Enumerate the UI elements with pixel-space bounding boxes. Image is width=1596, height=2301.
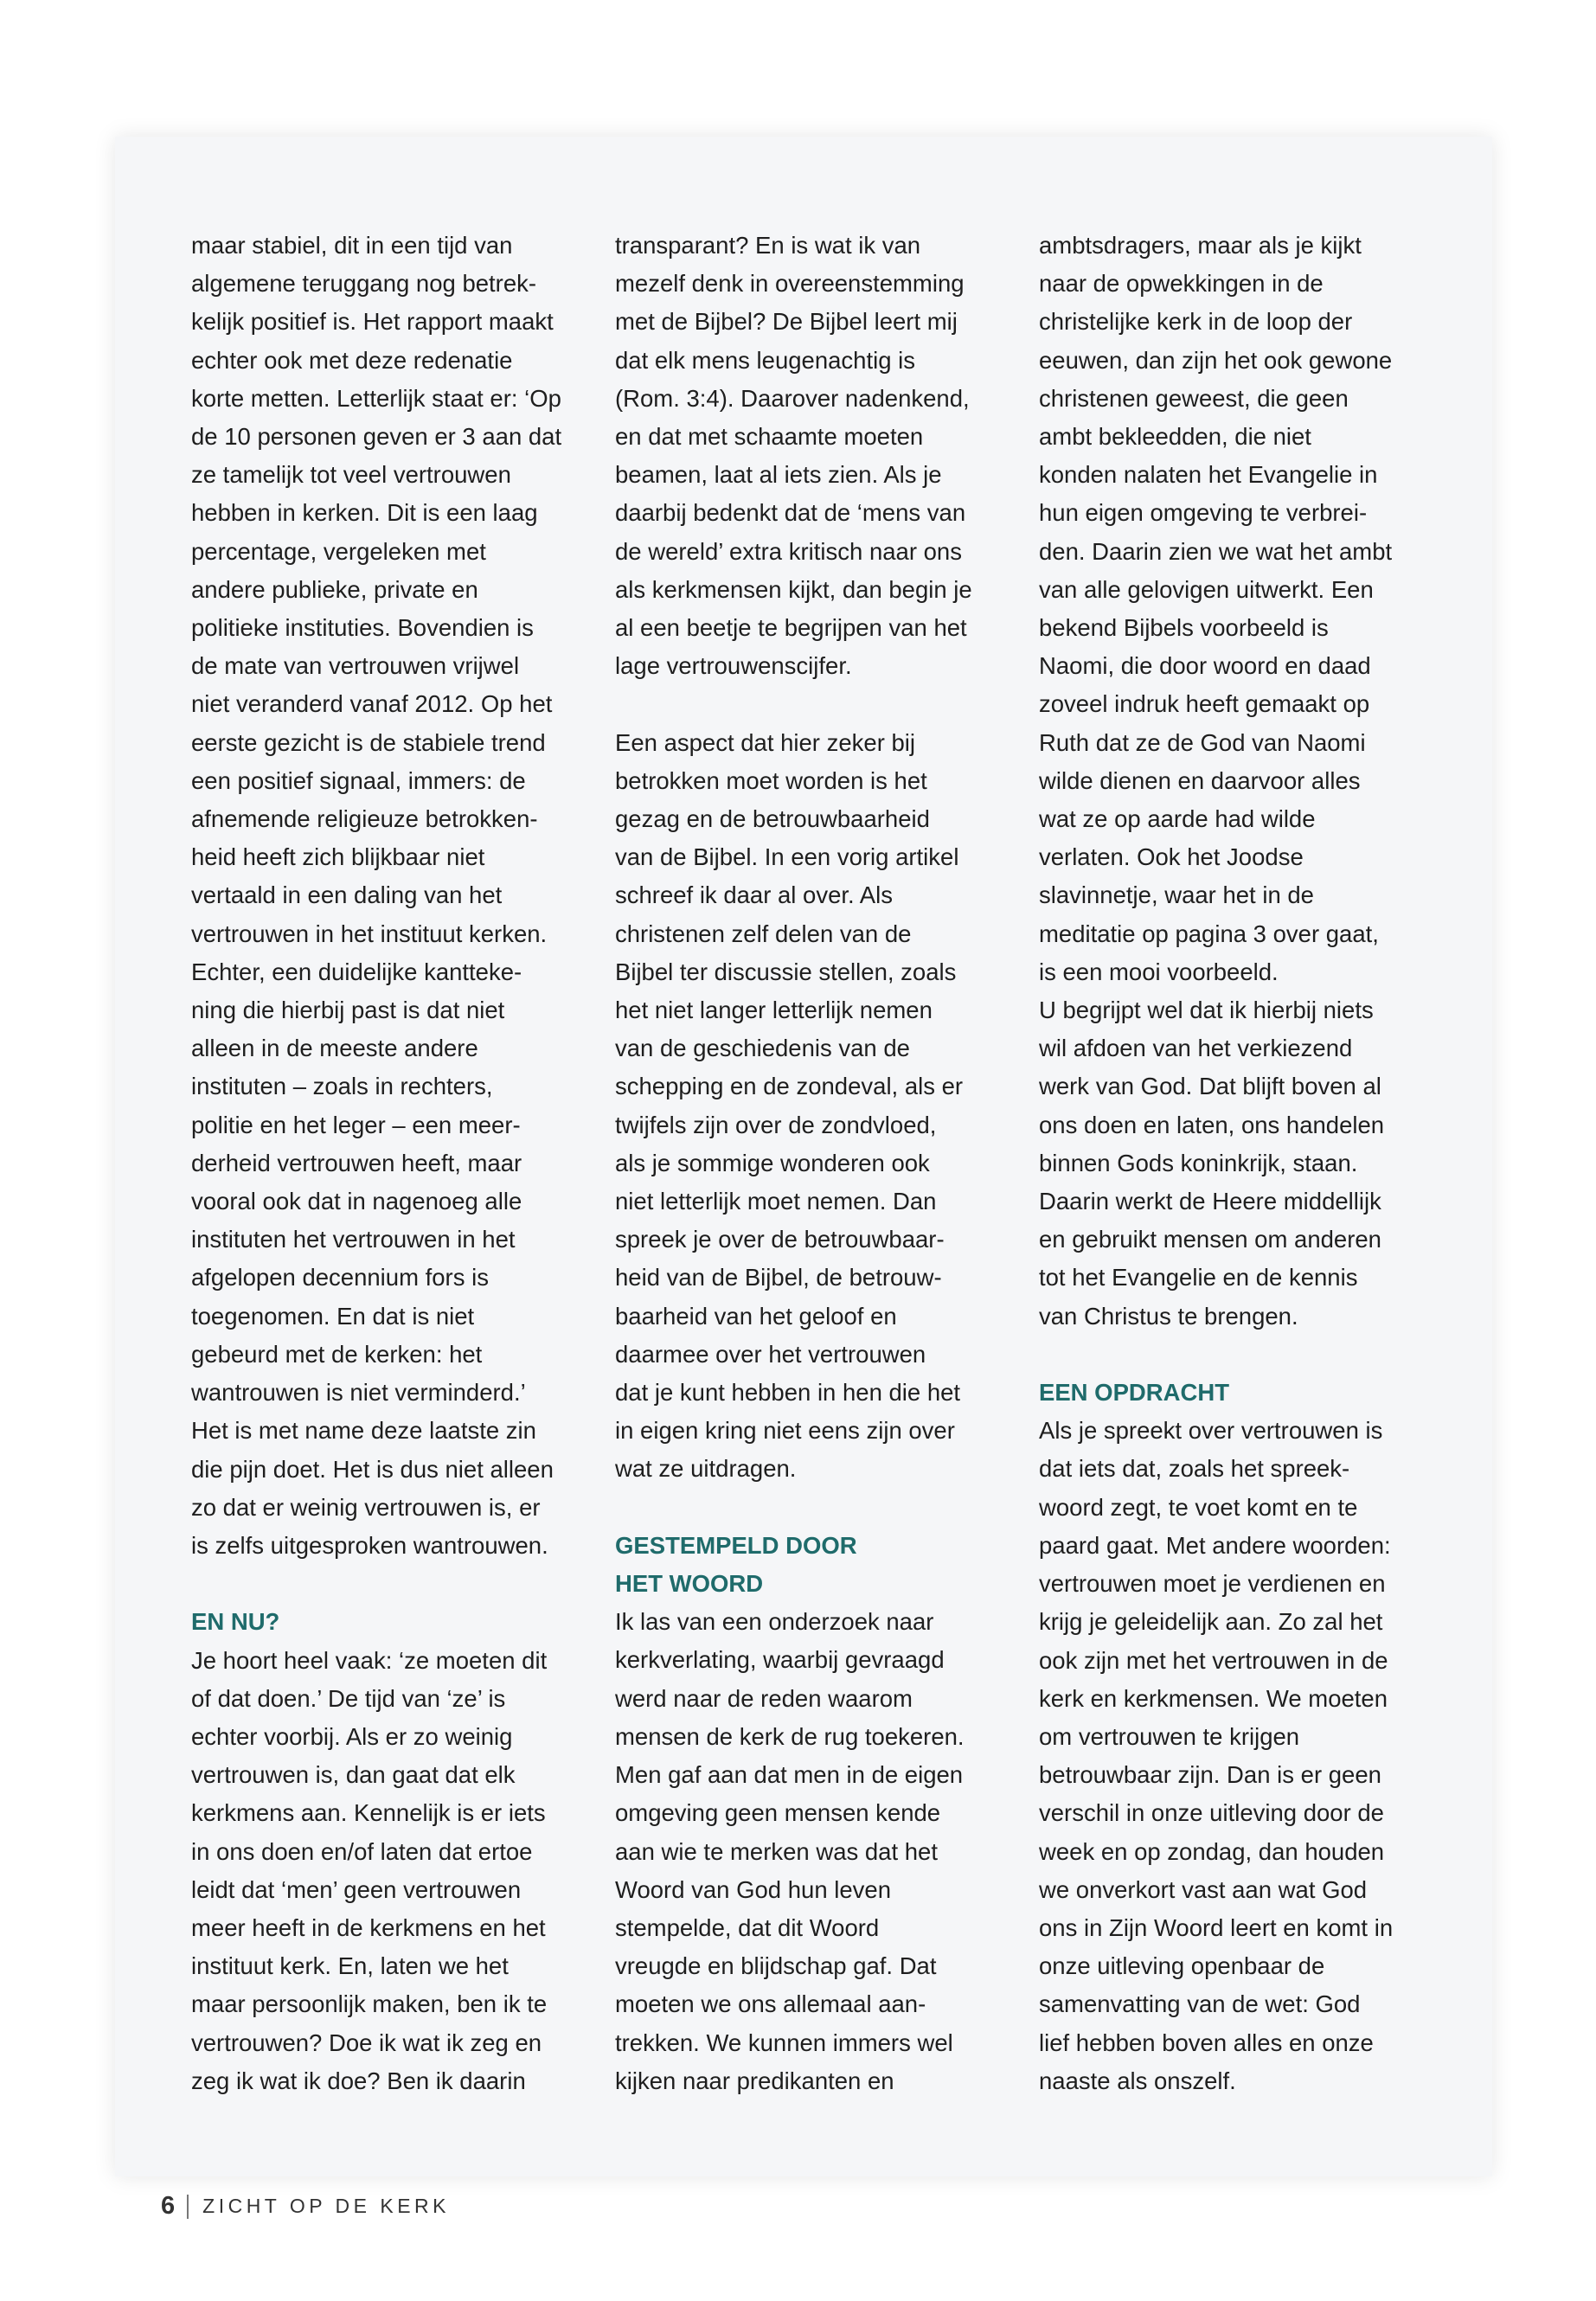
section-heading-een-opdracht: EEN OPDRACHT (1039, 1379, 1230, 1407)
article-column-3 (1039, 227, 1425, 2100)
paragraph: Ik las van een onderzoek naar kerkverlating, waarbij gevraagd werd naar de reden waarom mensen de kerk de rug toekeren. Men gaf aan dat men in de eigen omgeving geen mensen kende aan wie te merken was dat het Woord van God hun leven stempelde, dat dit Woord vreugde en blijdschap gaf. Dat moeten we ons allemaal aan- trekken. We kunnen immers wel kijken naar predikanten en (615, 1608, 965, 2094)
section-heading-gestempeld: GESTEMPELD DOOR HET WOORD (615, 1531, 857, 1598)
article-column-2 (615, 227, 1001, 2100)
paragraph: maar stabiel, dit in een tijd van algemene teruggang nog betrek- kelijk positief is. Het rapport maakt echter ook met deze redenatie korte metten. Letterlijk staat er: ‘Op de 10 personen geven er 3 aan dat ze tamelijk tot veel vertrouwen hebben in kerken. Dit is een laag percentage, vergeleken met andere publieke, private en politieke instituties. Bovendien is de mate van vertrouwen vrijwel niet veranderd vanaf 2012. Op het eerste gezicht is de stabiele trend een positief signaal, immers: de afnemende religieuze betrokken- heid heeft zich blijkbaar niet vertaald in een daling van het vertrouwen in het instituut kerken. Echter, een duidelijke kantteke- ning die hierbij past is dat niet alleen in de meeste andere instituten – zoals in rechters, politie en het leger – een meer- derheid vertrouwen heeft, maar vooral ook dat in nagenoeg alle instituten het vertrouwen in het afgelopen decennium fors is toegenomen. En dat is niet gebeurd met de kerken: het wantrouwen is niet verminderd.’ Het is met name deze laatste zin die pijn doet. Het is dus niet alleen zo dat er weinig vertrouwen is, er is zelfs uitgesproken wantrouwen. (191, 232, 562, 1559)
paragraph: Je hoort heel vaak: ‘ze moeten dit of dat doen.’ De tijd van ‘ze’ is echter voorbij. Als er zo weinig vertrouwen is, dan gaat dat elk kerkmens aan. Kennelijk is er iets in ons doen en/of laten dat ertoe leidt dat ‘men’ geen vertrouwen meer heeft in de kerkmens en het instituut kerk. En, laten we het maar persoonlijk maken, ben ik te vertrouwen? Doe ik wat ik zeg en zeg ik wat ik doe? Ben ik daarin (191, 1646, 548, 2094)
footer-divider (187, 2195, 189, 2219)
paragraph: ambtsdragers, maar als je kijkt naar de opwekkingen in de christelijke kerk in de loop der eeuwen, dan zijn het ook gewone christenen geweest, die geen ambt bekleedden, die niet konden nalaten het Evangelie in hun eigen omgeving te verbrei- den. Daarin zien we wat het ambt van alle gelovigen uitwerkt. Een bekend Bijbels voorbeeld is Naomi, die door woord en daad zoveel indruk heeft gemaakt op Ruth dat ze de God van Naomi wilde dienen en daarvoor alles wat ze op aarde had wilde verlaten. Ook het Joodse slavinnetje, waar het in de meditatie op pagina 3 over gaat, is een mooi voorbeeld. U begrijpt wel dat ik hierbij niets wil afdoen van het verkiezend werk van God. Dat blijft boven al ons doen en laten, ons handelen binnen Gods koninkrijk, staan. Daarin werkt de Heere middellijk en gebruikt mensen om anderen tot het Evangelie en de kennis van Christus te brengen. (1039, 232, 1393, 1330)
paragraph: Als je spreekt over vertrouwen is dat iets dat, zoals het spreek- woord zegt, te voet komt en te paard gaat. Met andere woorden: vertrouwen moet je verdienen en krijg je geleidelijk aan. Zo zal het ook zijn met het vertrouwen in de kerk en kerkmensen. We moeten om vertrouwen te krijgen betrouwbaar zijn. Dan is er geen verschil in onze uitleving door de week en op zondag, dan houden we onverkort vast aan wat God ons in Zijn Woord leert en komt in onze uitleving openbaar de samenvatting van de wet: God lief hebben boven alles en onze naaste als onszelf. (1039, 1417, 1394, 2094)
page-footer (161, 2192, 450, 2221)
magazine-title: ZICHT OP DE KERK (202, 2195, 451, 2217)
section-heading-en-nu: EN NU? (191, 1608, 280, 1636)
article-column-1 (191, 227, 577, 2100)
paragraph: transparant? En is wat ik van mezelf denk in overeenstemming met de Bijbel? De Bijbel leert mij dat elk mens leugenachtig is (Rom. 3:4). Daarover nadenkend, en dat met schaamte moeten beamen, laat al iets zien. Als je daarbij bedenkt dat de ‘mens van de wereld’ extra kritisch naar ons als kerkmensen kijkt, dan begin je al een beetje te begrijpen van het lage vertrouwenscijfer. (615, 232, 972, 680)
page-number: 6 (161, 2192, 176, 2220)
paragraph: Een aspect dat hier zeker bij betrokken moet worden is het gezag en de betrouwbaarheid van de Bijbel. In een vorig artikel schreef ik daar al over. Als christenen zelf delen van de Bijbel ter discussie stellen, zoals het niet langer letterlijk nemen van de geschiedenis van de schepping en de zondeval, als er twijfels zijn over de zondvloed, als je sommige wonderen ook niet letterlijk moet nemen. Dan spreek je over de betrouwbaar- heid van de Bijbel, de betrouw- baarheid van het geloof en daarmee over het vertrouwen dat je kunt hebben in hen die het in eigen kring niet eens zijn over wat ze uitdragen. (615, 728, 964, 1483)
